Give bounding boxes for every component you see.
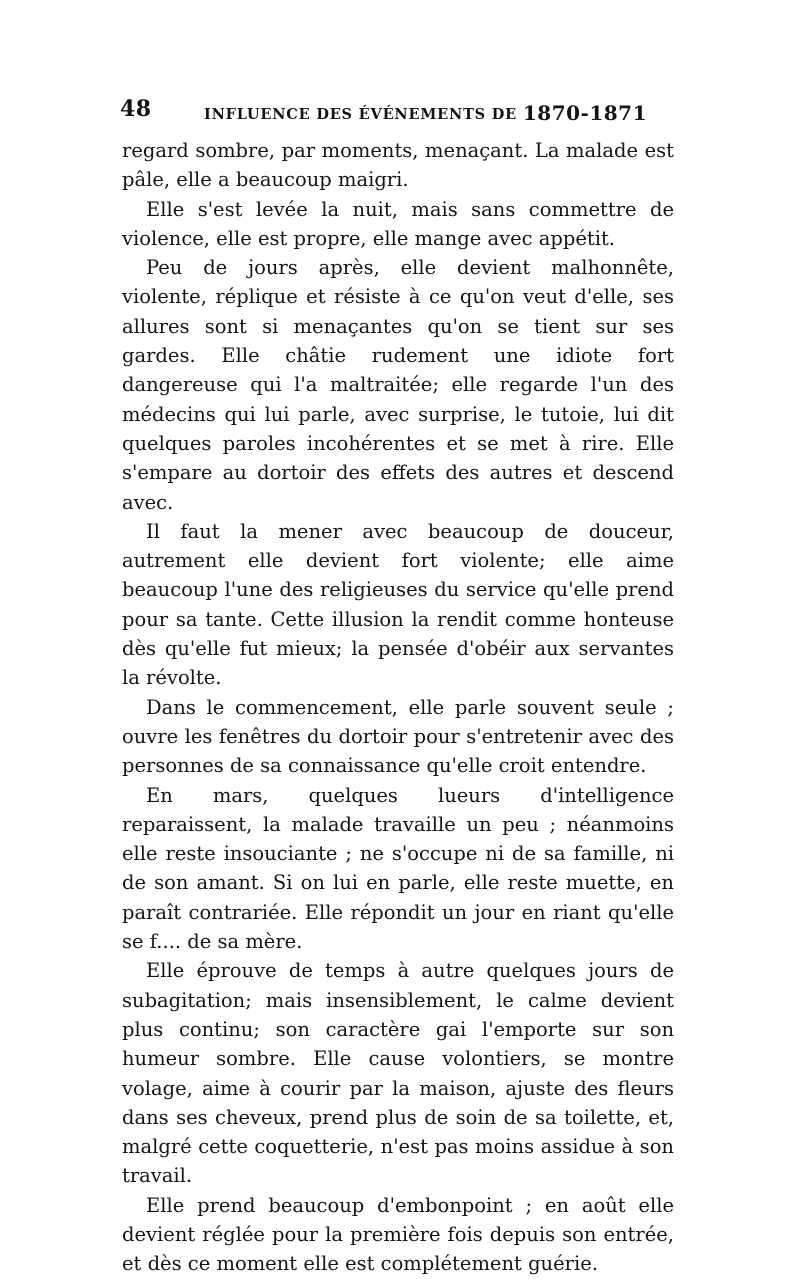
running-title-text: INFLUENCE DES ÉVÉNEMENTS DE bbox=[204, 106, 523, 123]
page-header bbox=[120, 96, 680, 126]
paragraph: regard sombre, par moments, menaçant. La malade est pâle, elle a beaucoup maigri. bbox=[122, 139, 674, 192]
paragraph: Il faut la mener avec beaucoup de douceur, autrement elle devient fort violente; elle aime beaucoup l'une des religieuses du service qu'elle prend pour sa tante. Cette illusion la rendit comme honteuse dès qu'elle fut mieux; la pensée d'obéir aux servantes la révolte. bbox=[122, 519, 674, 690]
paragraph: Elle prend beaucoup d'embonpoint ; en août elle devient réglée pour la première fois depuis son entrée, et dès ce moment elle est complétement guérie. bbox=[122, 1193, 674, 1276]
page-number: 48 bbox=[120, 96, 152, 122]
body-text bbox=[122, 136, 674, 1279]
paragraph: Peu de jours après, elle devient malhonnête, violente, réplique et résiste à ce qu'on veut d'elle, ses allures sont si menaçantes qu'on se tient sur ses gardes. Elle châtie rudement une idiote fort dangereuse qui l'a maltraitée; elle regarde l'un des médecins qui lui parle, avec surprise, le tutoie, lui dit quelques paroles incohérentes et se met à rire. Elle s'empare au dortoir des effets des autres et descend avec. bbox=[122, 256, 674, 514]
paragraph: Elle s'est levée la nuit, mais sans commettre de violence, elle est propre, elle mange avec appétit. bbox=[122, 197, 674, 250]
paragraph: Elle éprouve de temps à autre quelques jours de subagitation; mais insensiblement, le calme devient plus continu; son caractère gai l'emporte sur son humeur sombre. Elle cause volontiers, se montre volage, aime à courir par la maison, ajuste des fleurs dans ses cheveux, prend plus de soin de sa toilette, et, malgré cette coquetterie, n'est pas moins assidue à son travail. bbox=[122, 959, 674, 1188]
paragraph: Dans le commencement, elle parle souvent seule ; ouvre les fenêtres du dortoir pour s'entretenir avec des personnes de sa connaissance qu'elle croit entendre. bbox=[122, 695, 674, 778]
paragraph: En mars, quelques lueurs d'intelligence reparaissent, la malade travaille un peu ; néanmoins elle reste insouciante ; ne s'occupe ni de sa famille, ni de son amant. Si on lui en parle, elle reste muette, en paraît contrariée. Elle répondit un jour en riant qu'elle se f.... de sa mère. bbox=[122, 783, 674, 954]
running-title-years: 1870-1871 bbox=[522, 101, 648, 125]
running-title bbox=[204, 100, 647, 124]
